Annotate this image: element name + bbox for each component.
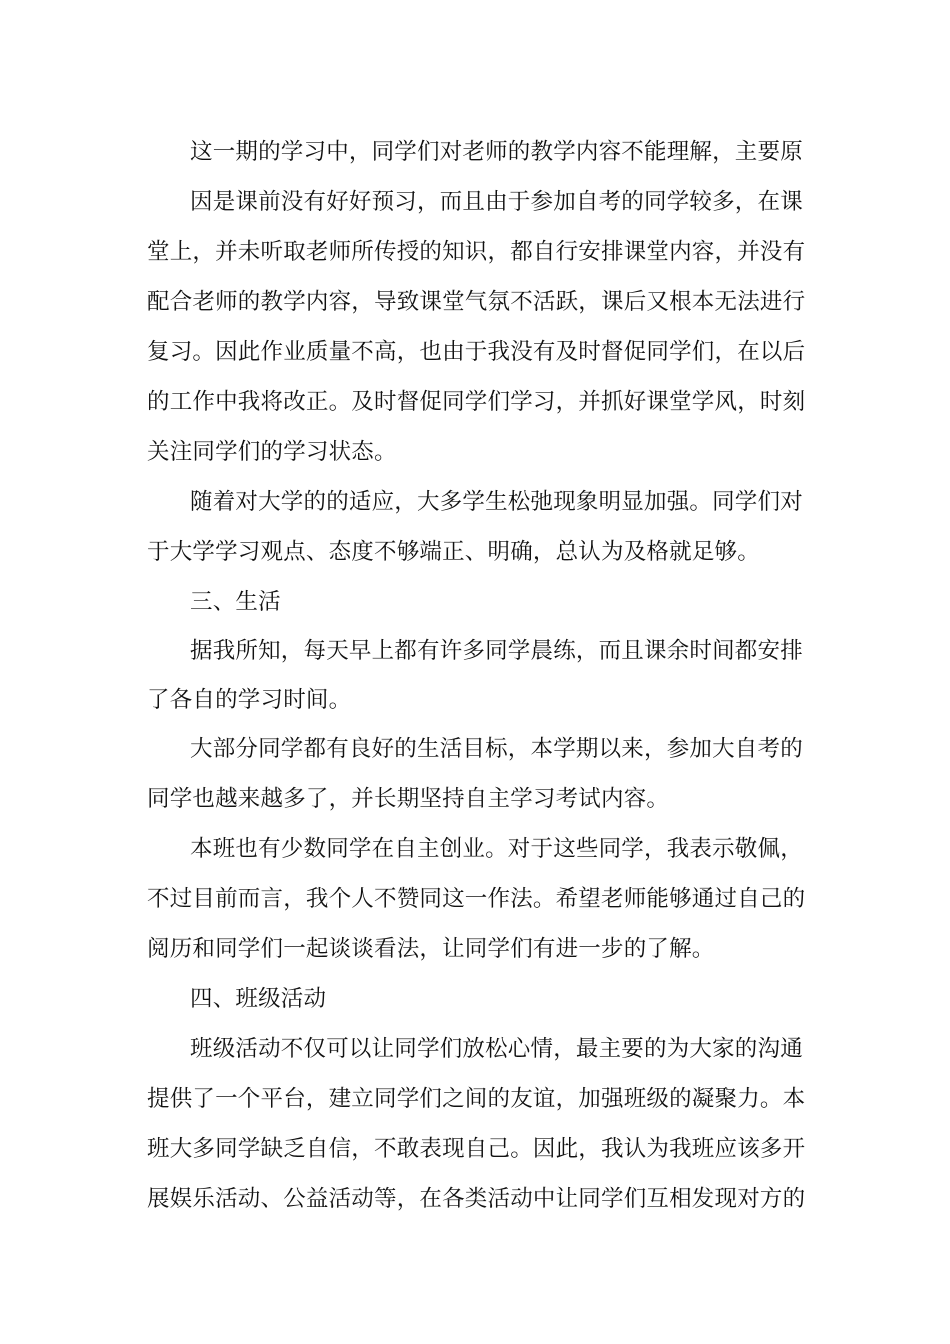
text-line: 提供了一个平台，建立同学们之间的友谊，加强班级的凝聚力。本 [147, 1086, 806, 1112]
text-line: 本班也有少数同学在自主创业。对于这些同学，我表示敬佩， [190, 836, 803, 862]
text-line: 班级活动不仅可以让同学们放松心情，最主要的为大家的沟通 [190, 1036, 803, 1062]
text-line: 班大多同学缺乏自信，不敢表现自己。因此，我认为我班应该多开 [147, 1136, 806, 1162]
text-line: 堂上，并未听取老师所传授的知识，都自行安排课堂内容，并没有 [147, 239, 806, 265]
text-line: 展娱乐活动、公益活动等，在各类活动中让同学们互相发现对方的 [147, 1186, 806, 1212]
text-line: 不过目前而言，我个人不赞同这一作法。希望老师能够通过自己的 [147, 886, 806, 912]
text-line: 复习。因此作业质量不高，也由于我没有及时督促同学们，在以后 [147, 339, 806, 365]
text-line: 于大学学习观点、态度不够端正、明确，总认为及格就足够。 [147, 539, 760, 565]
text-line: 配合老师的教学内容，导致课堂气氛不活跃，课后又根本无法进行 [147, 289, 806, 315]
text-line: 因是课前没有好好预习，而且由于参加自考的同学较多，在课 [190, 189, 803, 215]
section-heading: 三、生活 [190, 589, 281, 615]
text-line: 的工作中我将改正。及时督促同学们学习，并抓好课堂学风，时刻 [147, 389, 806, 415]
text-line: 了各自的学习时间。 [147, 687, 352, 713]
text-line: 同学也越来越多了，并长期坚持自主学习考试内容。 [147, 786, 670, 812]
text-line: 大部分同学都有良好的生活目标，本学期以来，参加大自考的 [190, 736, 803, 762]
text-line: 随着对大学的的适应，大多学生松弛现象明显加强。同学们对 [190, 489, 803, 515]
section-heading: 四、班级活动 [190, 986, 327, 1012]
text-line: 关注同学们的学习状态。 [147, 439, 397, 465]
text-line: 阅历和同学们一起谈谈看法，让同学们有进一步的了解。 [147, 936, 715, 962]
text-line: 据我所知，每天早上都有许多同学晨练，而且课余时间都安排 [190, 638, 803, 664]
text-line: 这一期的学习中，同学们对老师的教学内容不能理解，主要原 [190, 139, 803, 165]
